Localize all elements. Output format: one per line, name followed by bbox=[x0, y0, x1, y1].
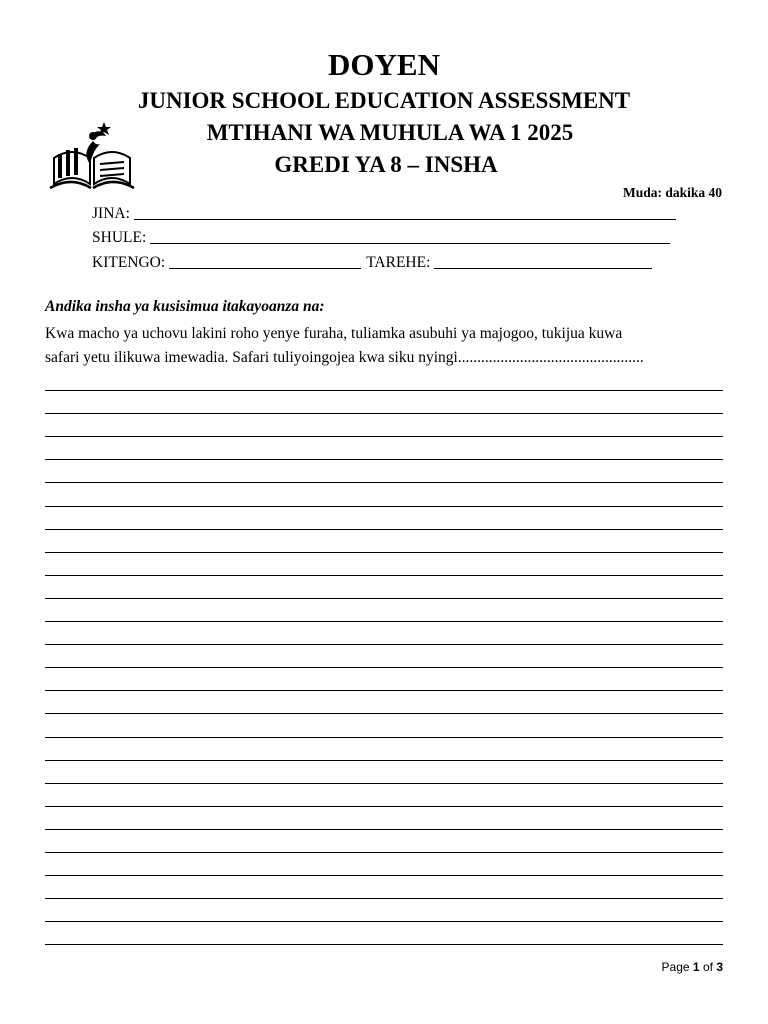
writing-line[interactable] bbox=[45, 898, 723, 899]
date-label: TAREHE: bbox=[366, 254, 431, 271]
class-label: KITENGO: bbox=[92, 254, 166, 271]
grade-subject-title: GREDI YA 8 – INSHA bbox=[274, 152, 498, 177]
page-total: 3 bbox=[716, 960, 723, 974]
writing-line[interactable] bbox=[45, 436, 723, 437]
duration-label: Muda: dakika 40 bbox=[622, 185, 722, 200]
writing-line[interactable] bbox=[45, 875, 723, 876]
school-field-row bbox=[92, 227, 670, 247]
school-blank[interactable] bbox=[150, 228, 670, 244]
class-blank[interactable] bbox=[169, 253, 361, 269]
writing-line[interactable] bbox=[45, 713, 723, 714]
writing-line[interactable] bbox=[45, 667, 723, 668]
writing-line[interactable] bbox=[45, 644, 723, 645]
page-word: Page bbox=[661, 960, 690, 974]
writing-line[interactable] bbox=[45, 506, 723, 507]
writing-line[interactable] bbox=[45, 944, 723, 945]
essay-opening-text bbox=[45, 322, 735, 370]
writing-line[interactable] bbox=[45, 783, 723, 784]
school-name: DOYEN bbox=[328, 47, 440, 82]
writing-line[interactable] bbox=[45, 413, 723, 414]
writing-line[interactable] bbox=[45, 737, 723, 738]
name-field-row bbox=[92, 203, 676, 223]
book-logo-icon bbox=[46, 118, 138, 190]
opening-line: safari yetu ilikuwa imewadia. Safari tuliyoingojea kwa siku nyingi................................................ bbox=[45, 349, 644, 366]
writing-line[interactable] bbox=[45, 390, 723, 391]
writing-line[interactable] bbox=[45, 690, 723, 691]
page-current: 1 bbox=[692, 960, 700, 974]
writing-line[interactable] bbox=[45, 760, 723, 761]
writing-line[interactable] bbox=[45, 552, 723, 553]
school-label: SHULE: bbox=[92, 229, 147, 246]
exam-title: MTIHANI WA MUHULA WA 1 2025 bbox=[206, 120, 574, 145]
name-label: JINA: bbox=[92, 205, 130, 222]
writing-line[interactable] bbox=[45, 921, 723, 922]
essay-instruction: Andika insha ya kusisimua itakayoanza na: bbox=[45, 298, 325, 315]
class-date-field-row bbox=[92, 252, 652, 272]
assessment-title: JUNIOR SCHOOL EDUCATION ASSESSMENT bbox=[137, 88, 631, 113]
name-blank[interactable] bbox=[134, 204, 676, 220]
writing-line[interactable] bbox=[45, 806, 723, 807]
writing-line[interactable] bbox=[45, 829, 723, 830]
of-word: of bbox=[702, 960, 713, 974]
opening-line: Kwa macho ya uchovu lakini roho yenye furaha, tuliamka asubuhi ya majogoo, tukijua kuwa bbox=[45, 325, 623, 342]
writing-line[interactable] bbox=[45, 529, 723, 530]
writing-line[interactable] bbox=[45, 852, 723, 853]
writing-line[interactable] bbox=[45, 575, 723, 576]
writing-line[interactable] bbox=[45, 621, 723, 622]
writing-line[interactable] bbox=[45, 482, 723, 483]
date-blank[interactable] bbox=[434, 253, 652, 269]
writing-line[interactable] bbox=[45, 459, 723, 460]
writing-line[interactable] bbox=[45, 598, 723, 599]
page-number bbox=[662, 960, 723, 974]
